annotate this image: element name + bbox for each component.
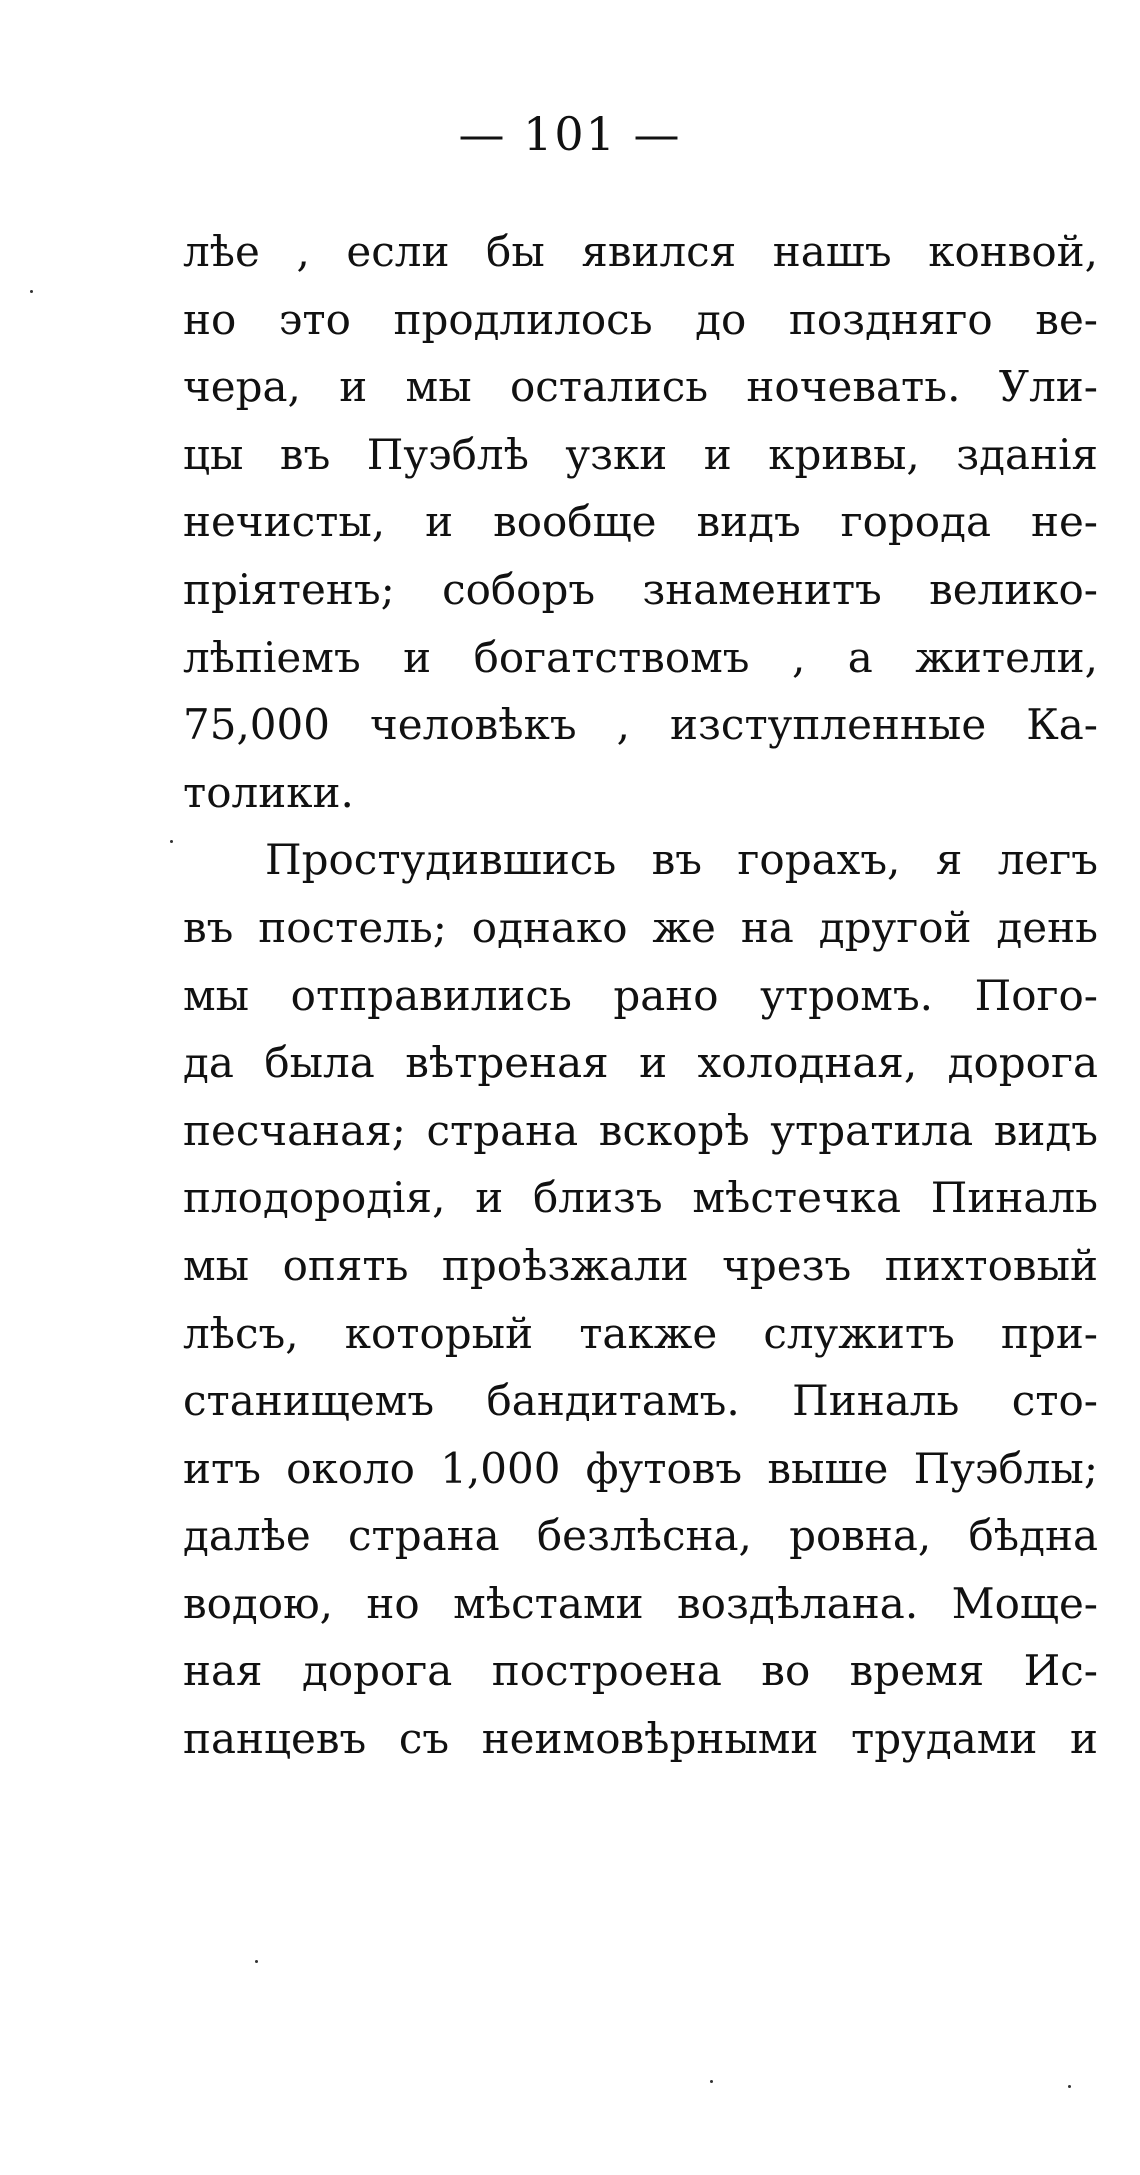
- text-line: станищемъ бандитамъ. Пиналь сто-: [183, 1376, 1098, 1426]
- text-line: 75,000 человѣкъ , изступленные Ка-: [183, 700, 1098, 750]
- text-line: пріятенъ; соборъ знаменитъ велико-: [183, 564, 1098, 614]
- page-number: — 101 —: [458, 107, 682, 161]
- text-line: да была вѣтреная и холодная, дорога: [183, 1038, 1098, 1088]
- text-line: въ постель; однако же на другой день: [183, 902, 1098, 952]
- text-line: Простудившись въ горахъ, я легъ: [265, 835, 1098, 885]
- text-line: нечисты, и вообще видъ города не-: [183, 497, 1098, 547]
- scan-speck: [30, 290, 33, 293]
- text-line: песчаная; страна вскорѣ утратила видъ: [183, 1105, 1098, 1155]
- text-line: мы опять проѣзжали чрезъ пихтовый: [183, 1240, 1098, 1290]
- text-line: итъ около 1,000 футовъ выше Пуэблы;: [183, 1443, 1098, 1493]
- text-line: мы отправились рано утромъ. Пого-: [183, 970, 1098, 1020]
- scan-speck: [710, 2080, 713, 2083]
- text-line: водою, но мѣстами воздѣлана. Моще-: [183, 1578, 1098, 1628]
- text-line: лѣпіемъ и богатствомъ , а жители,: [183, 632, 1098, 682]
- text-line: далѣе страна безлѣсна, ровна, бѣдна: [183, 1511, 1098, 1561]
- text-line: лѣе , если бы явился нашъ конвой,: [183, 227, 1098, 276]
- scan-speck: [1068, 2085, 1071, 2088]
- body-text: [183, 218, 1098, 1773]
- text-line: плодородія, и близъ мѣстечка Пиналь: [183, 1173, 1098, 1223]
- text-line: толики.: [183, 767, 354, 817]
- text-line: лѣсъ, который также служитъ при-: [183, 1308, 1098, 1358]
- text-line: цы въ Пуэблѣ узки и кривы, зданія: [183, 429, 1098, 479]
- text-line: чера, и мы остались ночевать. Ули-: [183, 362, 1098, 412]
- scan-speck: [170, 840, 173, 843]
- text-line: панцевъ съ неимовѣрными трудами и: [183, 1714, 1098, 1764]
- scan-speck: [255, 1960, 258, 1963]
- text-line: но это продлилось до поздняго ве-: [183, 294, 1098, 344]
- text-line: ная дорога построена во время Ис-: [183, 1646, 1098, 1696]
